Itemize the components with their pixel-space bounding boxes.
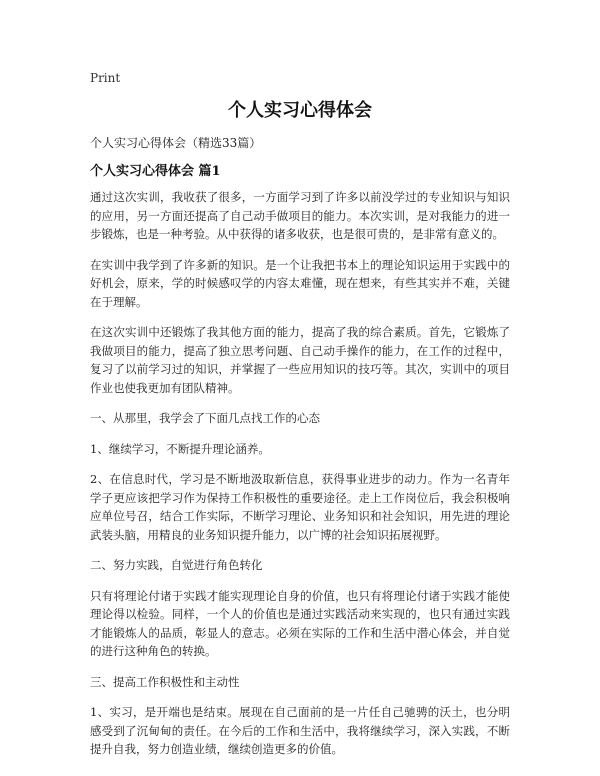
paragraph-6: 2、在信息时代，学习是不断地汲取新信息，获得事业进步的动力。作为一名青年学子更应该把学习作为保持工作积极性的重要途径。走上工作岗位后，我会积极响应单位号召，结合工作实际，不断学习理论、业务知识和社会知识，用先进的理论武装头脑，用精良的业务知识提升能力，以广博的社会知识拓展视野。 xyxy=(90,472,510,542)
paragraph-8: 只有将理论付诸于实践才能实现理论自身的价值，也只有将理论付诸于实践才能使理论得以检验。同样，一个人的价值也是通过实践活动来实现的，也只有通过实践才能锻炼人的品质，彰显人的意志。必须在实际的工作和生活中潜心体会，并自觉的进行这种角色的转换。 xyxy=(90,588,510,658)
paragraph-1: 通过这次实训，我收获了很多，一方面学习到了许多以前没学过的专业知识与知识的应用，另一方面还提高了自己动手做项目的能力。本次实训，是对我能力的进一步锻炼，也是一种考验。从中获得的诸多收获，也是很可贵的，是非常有意义的。 xyxy=(90,190,510,241)
paragraph-2: 在实训中我学到了许多新的知识。是一个让我把书本上的理论知识运用于实践中的好机会，原来，学的时候感叹学的内容太难懂，现在想来，有些其实并不难，关键在于理解。 xyxy=(90,257,510,309)
document-subtitle: 个人实习心得体会（精选33篇） xyxy=(90,136,262,150)
paragraph-3: 在这次实训中还锻炼了我其他方面的能力，提高了我的综合素质。首先，它锻炼了我做项目的能力，提高了独立思考问题、自己动手操作的能力，在工作的过程中，复习了以前学习过的知识，并掌握了一些应用知识的技巧等。其次，实训中的项目作业也使我更加有团队精神。 xyxy=(90,325,510,395)
section-heading: 个人实习心得体会 篇1 xyxy=(90,164,221,179)
paragraph-5: 1、继续学习，不断提升理论涵养。 xyxy=(90,441,270,456)
document-title: 个人实习心得体会 xyxy=(228,100,372,121)
paragraph-7: 二、努力实践，自觉进行角色转化 xyxy=(90,558,263,572)
print-label[interactable]: Print xyxy=(90,71,121,85)
paragraph-9: 三、提高工作积极性和主动性 xyxy=(90,674,240,689)
paragraph-4: 一、从那里，我学会了下面几点找工作的心态 xyxy=(90,411,320,425)
paragraph-10: 1、实习，是开端也是结束。展现在自己面前的是一片任自己驰骋的沃土，也分明感受到了沉甸甸的责任。在今后的工作和生活中，我将继续学习，深入实践，不断提升自我，努力创造业绩，继续创造更多的价值。 xyxy=(90,705,510,756)
